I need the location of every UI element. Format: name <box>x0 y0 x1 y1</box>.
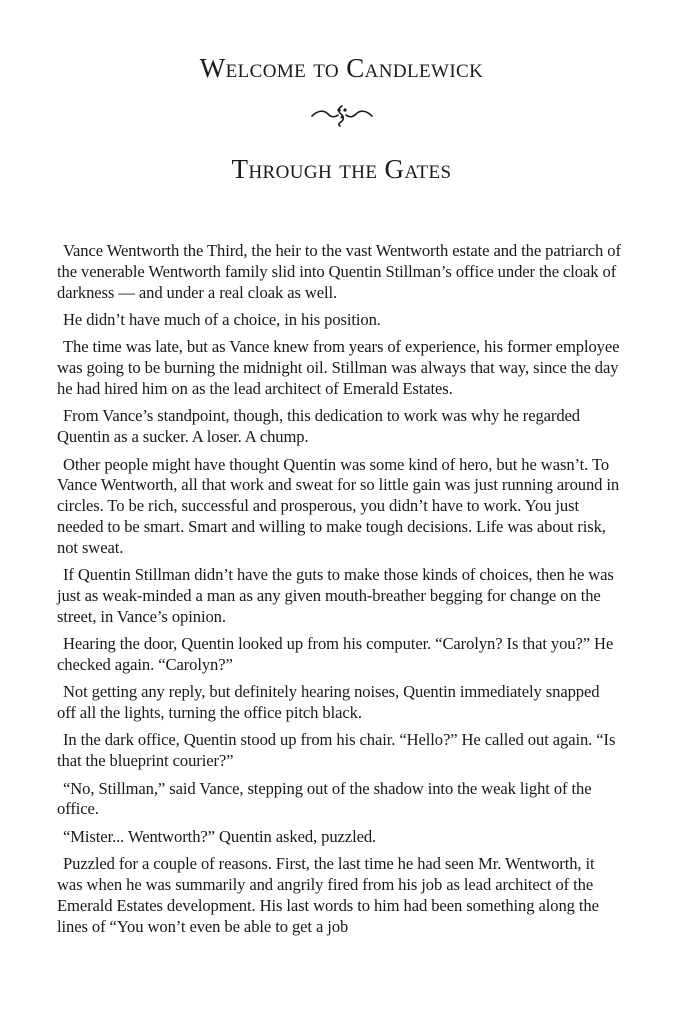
book-title: Welcome to Candlewick <box>199 53 484 83</box>
paragraph: Hearing the door, Quentin looked up from his computer. “Carolyn? Is that you?” He checked again. “Carolyn?” <box>57 634 614 674</box>
paragraph: From Vance’s standpoint, though, this dedication to work was why he regarded Quentin as a sucker. A loser. A chump. <box>57 406 581 447</box>
chapter-title: Through the Gates <box>231 154 452 184</box>
flourish-ornament-icon <box>0 102 683 130</box>
paragraph: If Quentin Stillman didn’t have the guts to make those kinds of choices, then he was just as weak-minded a man as any given mouth-breather begging for change on the street, in Vance’s opinion. <box>57 565 614 626</box>
chapter-body <box>57 241 622 944</box>
paragraph: Puzzled for a couple of reasons. First, the last time he had seen Mr. Wentworth, it was when he was summarily and angrily fired from his job as lead architect of the Emerald Estates development. His last words to him had been something along the lines of “You won’t even be able to get a job <box>57 854 599 936</box>
paragraph: Vance Wentworth the Third, the heir to the vast Wentworth estate and the patriarch of the venerable Wentworth family slid into Quentin Stillman’s office under the cloak of darkness — and under a real cloak as well. <box>57 241 621 302</box>
paragraph: Not getting any reply, but definitely hearing noises, Quentin immediately snapped off all the lights, turning the office pitch black. <box>57 682 600 723</box>
paragraph: The time was late, but as Vance knew from years of experience, his former employee was going to be burning the midnight oil. Stillman was always that way, since the day he had hired him on as the lead architect of Emerald Estates. <box>57 337 620 398</box>
paragraph: Other people might have thought Quentin was some kind of hero, but he wasn’t. To Vance Wentworth, all that work and sweat for so little gain was just running around in circles. To be rich, successful and prosperous, you didn’t have to work. You just needed to be smart. Smart and willing to make tough decisions. Life was about risk, not sweat. <box>57 454 620 557</box>
paragraph: “Mister... Wentworth?” Quentin asked, puzzled. <box>63 826 377 846</box>
paragraph: He didn’t have much of a choice, in his position. <box>63 309 381 329</box>
paragraph: “No, Stillman,” said Vance, stepping out of the shadow into the weak light of the office. <box>57 778 592 819</box>
paragraph: In the dark office, Quentin stood up from his chair. “Hello?” He called out again. “Is that the blueprint courier?” <box>57 730 616 771</box>
